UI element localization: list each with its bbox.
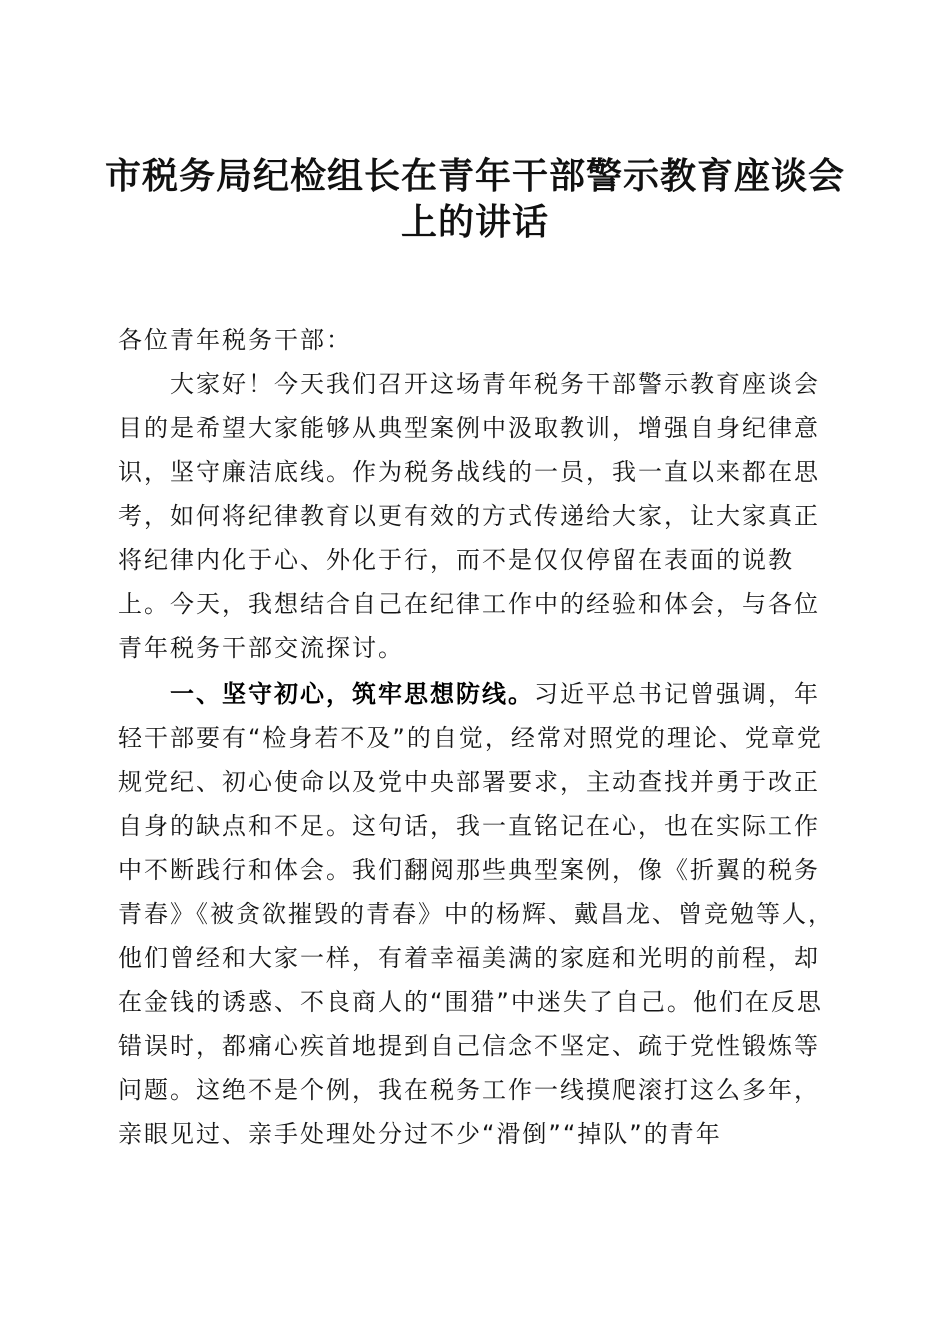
paragraph-opening: 大家好！今天我们召开这场青年税务干部警示教育座谈会目的是希望大家能够从典型案例中汲取教训，增强自身纪律意识，坚守廉洁底线。作为税务战线的一员，我一直以来都在思考，如何将纪律教育以更有效的方式传递给大家，让大家真正将纪律内化于心、外化于行，而不是仅仅停留在表面的说教上。今天，我想结合自己在纪律工作中的经验和体会，与各位青年税务干部交流探讨。 (118, 370, 820, 662)
section-1-heading: 一、坚守初心，筑牢思想防线。 (170, 680, 534, 708)
document-title-line-2: 上的讲话 (400, 201, 549, 243)
paragraph-section-1 (118, 672, 838, 1156)
salutation: 各位青年税务干部： (118, 326, 352, 354)
section-1-body: 习近平总书记曾强调，年轻干部要有“检身若不及”的自觉，经常对照党的理论、党章党规党纪、初心使命以及党中央部署要求，主动查找并勇于改正自身的缺点和不足。这句话，我一直铭记在心，也在实际工作中不断践行和体会。我们翻阅那些典型案例，像《折翼的税务青春》《被贪欲摧毁的青春》中的杨辉、戴昌龙、曾竞勉等人，他们曾经和大家一样，有着幸福美满的家庭和光明的前程，却在金钱的诱惑、不良商人的“围猎”中迷失了自己。他们在反思错误时，都痛心疾首地提到自己信念不坚定、疏于党性锻炼等问题。这绝不是个例，我在税务工作一线摸爬滚打这么多年，亲眼见过、亲手处理处分过不少“滑倒”“掉队”的青年 (118, 680, 834, 1148)
document-title-line-1: 市税务局纪检组长在青年干部警示教育座谈会 (104, 155, 845, 197)
